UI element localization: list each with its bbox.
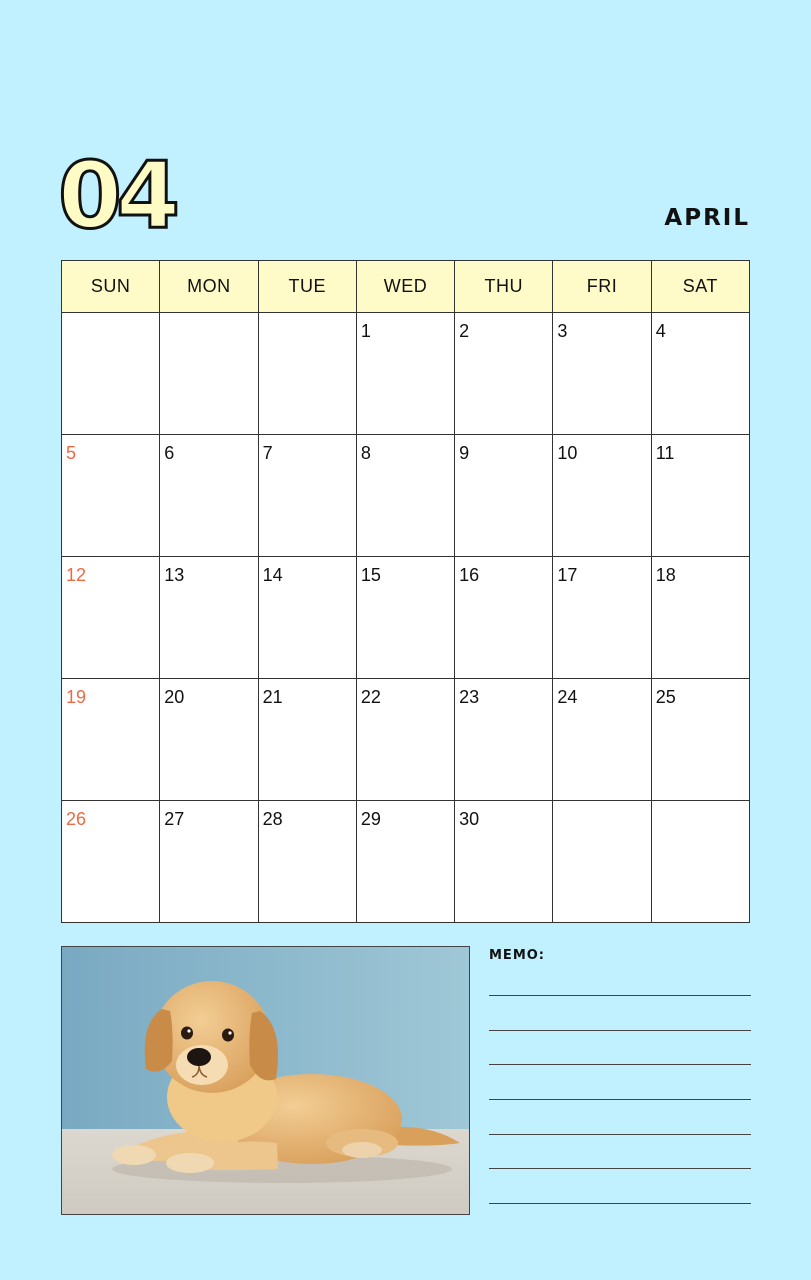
day-number: 9 <box>459 443 470 463</box>
day-cell <box>455 313 553 435</box>
day-cell <box>62 679 160 801</box>
day-number: 25 <box>655 687 676 707</box>
day-cell <box>651 313 749 435</box>
day-cell <box>651 801 749 923</box>
day-number: 19 <box>66 687 87 707</box>
day-cell <box>356 557 454 679</box>
day-number: 2 <box>459 321 470 341</box>
day-number: 30 <box>459 809 480 829</box>
day-cell <box>455 557 553 679</box>
day-number: 20 <box>164 687 185 707</box>
day-number: 13 <box>164 565 185 585</box>
day-number: 7 <box>262 443 273 463</box>
calendar-grid <box>61 260 750 923</box>
day-number <box>62 313 159 321</box>
day-number: 21 <box>262 687 283 707</box>
memo-line <box>489 1030 751 1031</box>
day-cell <box>160 313 258 435</box>
day-cell <box>356 801 454 923</box>
day-number: 24 <box>557 687 578 707</box>
week-row <box>62 557 750 679</box>
day-number: 4 <box>655 321 666 341</box>
day-number: 29 <box>360 809 381 829</box>
weekday-header: WED <box>356 261 454 313</box>
day-number <box>553 801 650 809</box>
day-cell <box>651 557 749 679</box>
day-number <box>160 313 257 321</box>
weekday-header: FRI <box>553 261 651 313</box>
week-row <box>62 435 750 557</box>
day-number: 8 <box>360 443 371 463</box>
memo-label: MEMO: <box>489 948 546 963</box>
memo-line <box>489 1099 751 1100</box>
day-number <box>652 801 749 809</box>
day-number: 17 <box>557 565 578 585</box>
day-cell <box>258 435 356 557</box>
month-number: 04 <box>58 142 175 249</box>
day-number: 5 <box>66 443 77 463</box>
weekday-header: THU <box>455 261 553 313</box>
day-cell <box>62 435 160 557</box>
day-number: 22 <box>360 687 381 707</box>
weekday-header-row <box>62 261 750 313</box>
week-row <box>62 313 750 435</box>
day-cell <box>160 679 258 801</box>
weekday-header: MON <box>160 261 258 313</box>
day-number: 23 <box>459 687 480 707</box>
day-number <box>259 313 356 321</box>
day-number: 18 <box>655 565 676 585</box>
puppy-illustration <box>62 947 469 1214</box>
day-cell <box>258 679 356 801</box>
memo-line <box>489 1134 751 1135</box>
day-cell <box>62 557 160 679</box>
day-number: 12 <box>66 565 87 585</box>
day-cell <box>651 435 749 557</box>
day-cell <box>455 435 553 557</box>
weekday-header: TUE <box>258 261 356 313</box>
day-number: 27 <box>164 809 185 829</box>
day-cell <box>356 435 454 557</box>
day-cell <box>62 801 160 923</box>
day-cell <box>651 679 749 801</box>
day-cell <box>160 557 258 679</box>
day-number: 26 <box>66 809 87 829</box>
weekday-header: SUN <box>62 261 160 313</box>
day-cell <box>553 679 651 801</box>
memo-line <box>489 995 751 996</box>
day-cell <box>356 313 454 435</box>
memo-line <box>489 1064 751 1065</box>
day-cell <box>62 313 160 435</box>
day-cell <box>455 801 553 923</box>
day-number: 16 <box>459 565 480 585</box>
day-cell <box>258 313 356 435</box>
day-cell <box>553 313 651 435</box>
day-cell <box>160 435 258 557</box>
day-cell <box>553 557 651 679</box>
day-cell <box>258 557 356 679</box>
day-number: 3 <box>557 321 568 341</box>
day-number: 1 <box>360 321 371 341</box>
day-cell <box>160 801 258 923</box>
day-number: 11 <box>655 443 675 463</box>
day-cell <box>455 679 553 801</box>
month-name: APRIL <box>664 205 750 231</box>
puppy-photo <box>61 946 470 1215</box>
day-cell <box>258 801 356 923</box>
day-number: 10 <box>557 443 578 463</box>
weekday-header: SAT <box>651 261 749 313</box>
memo-line <box>489 1168 751 1169</box>
memo-line <box>489 1203 751 1204</box>
day-number: 15 <box>360 565 381 585</box>
day-cell <box>553 801 651 923</box>
day-number: 14 <box>262 565 283 585</box>
day-cell <box>553 435 651 557</box>
day-number: 28 <box>262 809 283 829</box>
week-row <box>62 679 750 801</box>
week-row <box>62 801 750 923</box>
day-number: 6 <box>164 443 175 463</box>
day-cell <box>356 679 454 801</box>
